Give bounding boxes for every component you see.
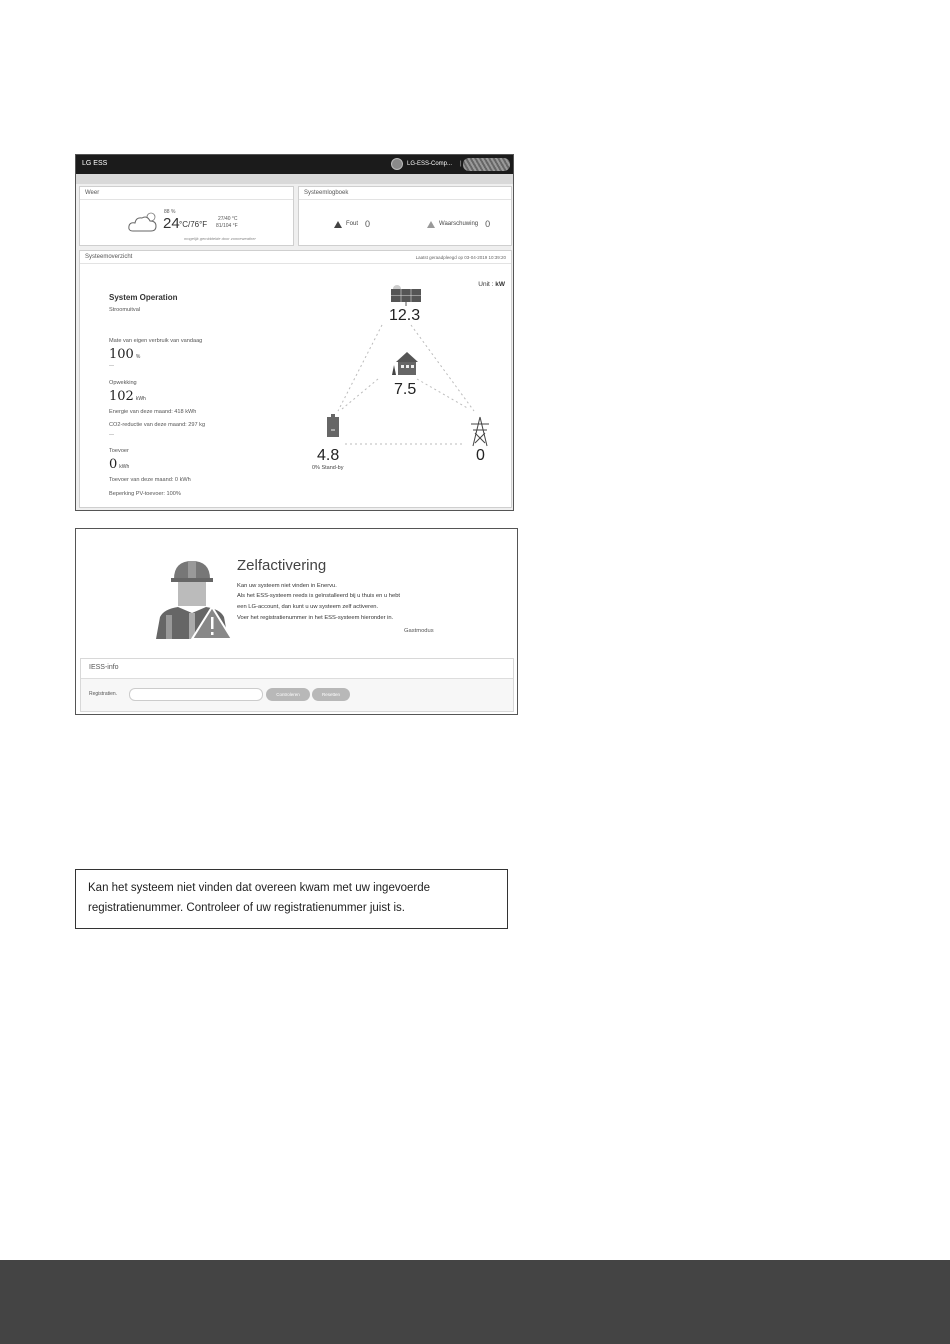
weather-note: mogelijk gemiddelde door zonneweather bbox=[184, 236, 256, 241]
weather-title: Weer bbox=[80, 187, 293, 200]
unit-label: Unit : bbox=[478, 281, 494, 288]
humidity: 88 % bbox=[164, 209, 176, 215]
last-updated: Laatst geraadpleegd op 03-04-2019 10:39:20 bbox=[415, 255, 506, 260]
user-menu[interactable] bbox=[391, 157, 462, 171]
check-button[interactable]: Controleren bbox=[266, 688, 310, 701]
page-footer-band bbox=[0, 1260, 950, 1344]
house-icon bbox=[392, 352, 418, 375]
pv-limit: Beperking PV-toevoer: 100% bbox=[109, 491, 181, 497]
guest-mode-link[interactable]: Gastmodus bbox=[404, 628, 434, 634]
solar-panel-icon bbox=[391, 285, 421, 306]
minmax-fahrenheit: 81/104 °F bbox=[216, 223, 238, 229]
feed-month: Toevoer van deze maand: 0 kWh bbox=[109, 477, 191, 483]
warning-label: Waarschuwing bbox=[439, 221, 479, 227]
weather-card bbox=[79, 186, 294, 246]
logout-button[interactable] bbox=[463, 158, 510, 171]
brand-logo[interactable]: LG ESS bbox=[82, 160, 108, 167]
generation-value: 102 bbox=[109, 389, 134, 404]
error-count-link[interactable] bbox=[334, 219, 370, 229]
activation-line-2: Als het ESS-systeem reeds is geïnstalleerd bij u thuis en u hebt bbox=[237, 593, 401, 599]
activation-line-3: een LG-account, dan kunt u uw systeem zelf activeren. bbox=[237, 604, 379, 610]
pv-power-value: 12.3 bbox=[389, 307, 421, 324]
caution-triangle-icon bbox=[427, 221, 435, 228]
self-use-value: 100 bbox=[109, 347, 134, 362]
top-bar bbox=[76, 155, 513, 174]
self-activation-screenshot bbox=[75, 528, 518, 715]
dashboard-screenshot bbox=[75, 154, 514, 511]
technician-warning-icon bbox=[156, 555, 232, 639]
self-use-unit: % bbox=[135, 354, 141, 360]
generation-label: Opwekking bbox=[109, 380, 137, 386]
error-label: Fout bbox=[346, 221, 359, 227]
co2-month: CO2-reductie van deze maand: 297 kg bbox=[109, 422, 206, 428]
cloud-sun-icon bbox=[127, 211, 161, 233]
activation-line-1: Kan uw systeem niet vinden in Enervu. bbox=[237, 583, 337, 589]
ess-info-title: IESS-info bbox=[81, 659, 513, 679]
generation-unit: kWh bbox=[135, 396, 146, 402]
overview-title: Systeemoverzicht bbox=[85, 254, 133, 260]
system-operation-title: System Operation bbox=[109, 293, 178, 302]
user-name: LG-ESS-Comp... bbox=[407, 161, 453, 167]
divider-dash: — bbox=[109, 363, 114, 369]
battery-icon bbox=[327, 414, 339, 437]
temperature-unit: °C/76°F bbox=[179, 220, 208, 229]
system-log-title: Systeemlogboek bbox=[299, 187, 511, 200]
system-overview-card bbox=[79, 250, 512, 508]
header-strip bbox=[76, 174, 513, 184]
activation-line-4: Voer het registratienummer in het ESS-systeem hieronder in. bbox=[237, 615, 394, 621]
energy-flow-diagram bbox=[80, 251, 513, 509]
grid-power-value: 0 bbox=[476, 447, 485, 464]
warning-count: 0 bbox=[485, 219, 491, 229]
registration-label: Registratien. bbox=[89, 691, 118, 697]
operation-status: Stroomuitval bbox=[109, 307, 141, 313]
temperature: 24 bbox=[163, 215, 180, 232]
warning-triangle-icon bbox=[334, 221, 342, 228]
battery-status: 0% Stand-by bbox=[312, 465, 344, 471]
separator: | bbox=[460, 161, 462, 167]
divider-dash: — bbox=[109, 432, 114, 438]
warning-count-link[interactable] bbox=[427, 219, 490, 229]
reset-button[interactable]: Resetten bbox=[312, 688, 350, 701]
ess-info-panel bbox=[80, 658, 514, 712]
feed-value: 0 bbox=[109, 457, 118, 472]
self-activation-title: Zelfactivering bbox=[237, 557, 327, 574]
unit-value: kW bbox=[495, 281, 505, 288]
feed-label: Toevoer bbox=[109, 448, 129, 454]
error-message-text: Kan het systeem niet vinden dat overeen kwam met uw ingevoerde registratienummer. Controleer of uw registratienummer juist is. bbox=[88, 882, 430, 914]
registration-input[interactable] bbox=[129, 688, 263, 701]
error-message-box bbox=[75, 869, 508, 929]
minmax-celsius: 27/40 °C bbox=[218, 216, 238, 222]
error-count: 0 bbox=[365, 219, 371, 229]
energy-month: Energie van deze maand: 418 kWh bbox=[109, 409, 197, 415]
feed-unit: kWh bbox=[119, 464, 130, 470]
self-use-label: Mate van eigen verbruik van vandaag bbox=[109, 338, 203, 344]
avatar bbox=[391, 158, 403, 170]
battery-power-value: 4.8 bbox=[317, 447, 340, 464]
home-power-value: 7.5 bbox=[394, 381, 417, 398]
system-log-card bbox=[298, 186, 512, 246]
power-tower-icon bbox=[471, 417, 489, 446]
